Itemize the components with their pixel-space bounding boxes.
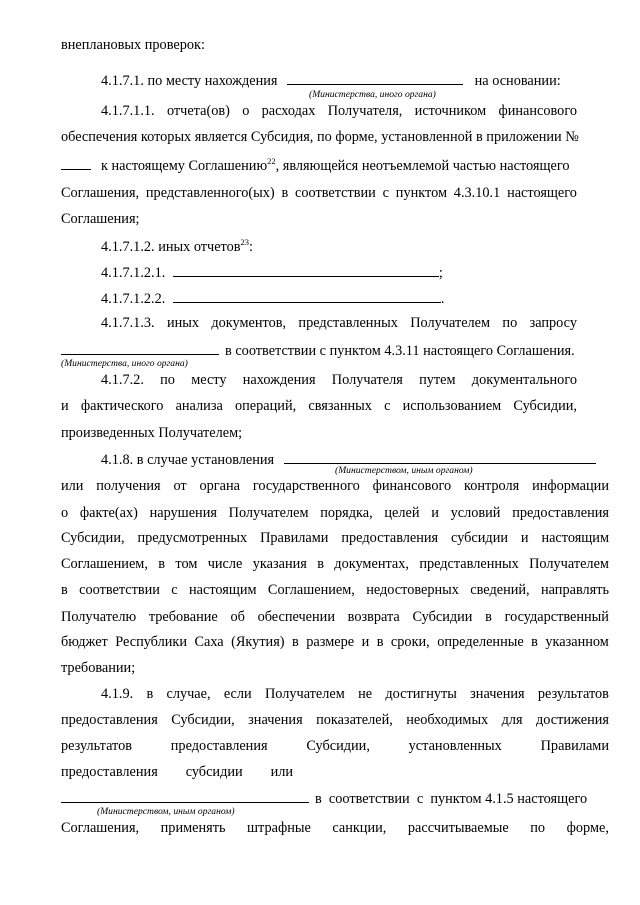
word: числе <box>207 556 243 572</box>
word: необходимых <box>406 712 489 728</box>
word: сроки, <box>390 634 430 650</box>
word: в <box>61 582 68 598</box>
text-line: к настоящему Соглашению$^{22}$, являющейся неотъемлемой частью настоящего <box>61 156 569 175</box>
word: представленных <box>298 315 398 331</box>
text-line: Соглашения; <box>61 211 140 227</box>
blank-field <box>173 289 441 303</box>
word: об <box>230 609 245 625</box>
word: 4.1.7.1.3. <box>101 315 155 331</box>
word: возврата <box>347 609 400 625</box>
word: Субсидии, <box>171 712 235 728</box>
word: или <box>61 478 84 494</box>
text-line-justified <box>61 555 609 573</box>
word: настоящим <box>541 530 609 546</box>
word: в <box>376 634 384 650</box>
word: применять <box>160 820 226 836</box>
word: Соглашения, <box>61 820 140 836</box>
word: о <box>61 505 69 521</box>
word: в <box>146 686 154 702</box>
word: с <box>171 582 178 598</box>
word: Правилами <box>260 530 329 546</box>
word: в <box>281 185 289 201</box>
word: получения <box>96 478 161 494</box>
word: определенные <box>437 634 524 650</box>
word: иных <box>166 315 200 331</box>
word: Соглашением, <box>267 582 355 598</box>
word: значения <box>470 686 525 702</box>
word: не <box>358 686 373 702</box>
word: Получателем <box>529 556 609 572</box>
word: показателей, <box>316 712 393 728</box>
text-line: в соответствии с пунктом 4.3.11 настоящего Соглашения. <box>61 341 575 360</box>
word: обеспечении <box>257 609 335 625</box>
text-line: требовании; <box>61 660 136 676</box>
text-line-justified <box>61 819 609 837</box>
word: требование <box>148 609 218 625</box>
word: Субсидии, <box>306 738 370 754</box>
word: целей <box>384 505 420 521</box>
word: предоставления <box>61 764 158 780</box>
word: документах, <box>334 556 409 572</box>
word: фактического <box>80 398 164 414</box>
word: направлять <box>540 582 609 598</box>
word: органа <box>199 478 241 494</box>
text-line-justified <box>61 397 577 415</box>
word: источником <box>414 103 487 119</box>
word: для <box>501 712 523 728</box>
blank-field <box>61 156 91 170</box>
word: указанном <box>545 634 609 650</box>
blank-field <box>284 450 596 464</box>
text-line: обеспечения которых является Субсидия, по форме, установленной в приложении № <box>61 129 579 145</box>
word: в <box>531 634 538 650</box>
word: представленных <box>419 556 519 572</box>
word: соответствии <box>79 582 160 598</box>
word: Саха <box>194 634 224 650</box>
word: достигнуты <box>385 686 457 702</box>
word: Субсидии, <box>61 530 125 546</box>
word: предоставления <box>512 505 609 521</box>
text-line: 4.1.7.1.2. иных отчетов$^{23}$: <box>101 237 254 255</box>
word: Правилами <box>540 738 609 754</box>
word: рассчитываемые <box>407 820 509 836</box>
word: с <box>384 398 391 414</box>
word: государственный <box>504 609 609 625</box>
text-line-justified <box>101 314 577 332</box>
word: Соглашения, <box>61 185 140 201</box>
word: или <box>270 764 293 780</box>
word: государственного <box>252 478 360 494</box>
text-line: внеплановых проверок: <box>61 37 205 53</box>
word: условий <box>450 505 501 521</box>
word: сведений, <box>470 582 530 598</box>
footnote-ref: 23 <box>240 237 250 247</box>
field-caption: (Министерством, иным органом) <box>335 465 473 476</box>
word: в <box>317 556 324 572</box>
text-line-justified <box>61 633 609 651</box>
word: в <box>158 556 166 572</box>
text-line-justified <box>61 581 609 599</box>
word: указания <box>252 556 307 572</box>
word: Субсидии, <box>513 398 577 414</box>
word: нахождения <box>242 372 316 388</box>
word: анализа <box>175 398 223 414</box>
word: бюджет <box>61 634 108 650</box>
word: отчета(ов) <box>166 103 230 119</box>
field-caption: (Министерства, иного органа) <box>61 358 188 369</box>
text-line: произведенных Получателем; <box>61 425 243 441</box>
word: Получателя <box>331 372 403 388</box>
word: и <box>61 398 69 414</box>
word: 4.1.7.2. <box>101 372 144 388</box>
word: в <box>292 634 299 650</box>
word: предоставления <box>341 530 439 546</box>
word: 4.3.10.1 <box>453 185 501 201</box>
word: представленного(ых) <box>145 185 275 201</box>
word: месту <box>191 372 227 388</box>
word: случае, <box>166 686 211 702</box>
blank-field <box>61 341 219 355</box>
field-caption: (Министерством, иным органом) <box>97 806 235 817</box>
word: операций, <box>235 398 297 414</box>
text-line-justified <box>61 504 609 522</box>
word: недостоверных <box>366 582 459 598</box>
word: Получателем <box>410 315 491 331</box>
word: и <box>361 634 370 650</box>
word: и <box>431 505 439 521</box>
text-line-justified <box>101 371 577 389</box>
word: (Якутия) <box>231 634 285 650</box>
word: если <box>223 686 252 702</box>
word: информации <box>532 478 609 494</box>
word: от <box>173 478 187 494</box>
word: факте(ах) <box>79 505 138 521</box>
word: путем <box>419 372 456 388</box>
word: по <box>530 820 546 836</box>
word: по <box>502 315 518 331</box>
word: форме, <box>566 820 609 836</box>
word: санкции, <box>332 820 387 836</box>
word: настоящего <box>507 185 577 201</box>
word: установленных <box>408 738 502 754</box>
text-line-justified <box>61 184 577 202</box>
word: нарушения <box>149 505 217 521</box>
word: Получателя, <box>327 103 403 119</box>
word: Получателем <box>228 505 309 521</box>
word: Получателем <box>264 686 345 702</box>
text-line-justified <box>61 763 293 781</box>
text-line-justified <box>61 711 609 729</box>
text-line: 4.1.8. в случае установления <box>101 450 596 469</box>
word: и <box>520 530 529 546</box>
blank-field <box>173 263 439 277</box>
word: достижения <box>536 712 609 728</box>
footnote-ref: 22 <box>267 156 276 166</box>
text-line: 4.1.7.1.2.1. ; <box>101 265 443 281</box>
word: соответствии <box>295 185 376 201</box>
text-line-justified <box>61 529 609 547</box>
word: связанных <box>308 398 372 414</box>
clause-4-1-7-1: 4.1.7.1. по месту нахождения <box>101 73 278 89</box>
word: результатов <box>537 686 609 702</box>
text-line: 4.1.7.1.2.2. . <box>101 291 445 307</box>
word: финансового <box>372 478 452 494</box>
text-line-justified <box>61 737 609 755</box>
word: использованием <box>402 398 502 414</box>
word: субсидии <box>451 530 508 546</box>
word: документального <box>471 372 577 388</box>
word: 4.1.9. <box>101 686 134 702</box>
word: контроля <box>463 478 520 494</box>
word: предоставления <box>170 738 268 754</box>
text-line: в соответствии с пунктом 4.1.5 настоящего <box>61 789 587 808</box>
text-line-justified <box>61 608 609 626</box>
word: финансового <box>498 103 577 119</box>
word: предоставления <box>61 712 158 728</box>
word: расходах <box>261 103 316 119</box>
blank-field <box>61 789 309 803</box>
word: в <box>485 609 492 625</box>
word: пунктом <box>395 185 447 201</box>
word: том <box>175 556 198 572</box>
text-line-justified <box>101 102 577 120</box>
word: документов, <box>211 315 287 331</box>
word: размере <box>306 634 355 650</box>
word: о <box>242 103 250 119</box>
text-line-justified <box>101 685 609 703</box>
word: Получателю <box>61 609 137 625</box>
blank-field <box>287 71 463 85</box>
text-line: 4.1.7.1. по месту нахождения на основании: <box>101 73 561 89</box>
word: субсидии <box>185 764 243 780</box>
word: Соглашением, <box>61 556 148 572</box>
word: запросу <box>529 315 577 331</box>
word: порядка, <box>320 505 373 521</box>
word: настоящим <box>189 582 257 598</box>
field-caption: (Министерства, иного органа) <box>309 89 436 100</box>
word: с <box>382 185 389 201</box>
word: предусмотренных <box>137 530 248 546</box>
word: результатов <box>61 738 133 754</box>
word: по <box>160 372 175 388</box>
word: Республики <box>115 634 187 650</box>
word: значения <box>248 712 303 728</box>
word: Субсидии <box>412 609 473 625</box>
word: штрафные <box>247 820 311 836</box>
text-line-justified <box>61 477 609 495</box>
word: 4.1.7.1.1. <box>101 103 155 119</box>
